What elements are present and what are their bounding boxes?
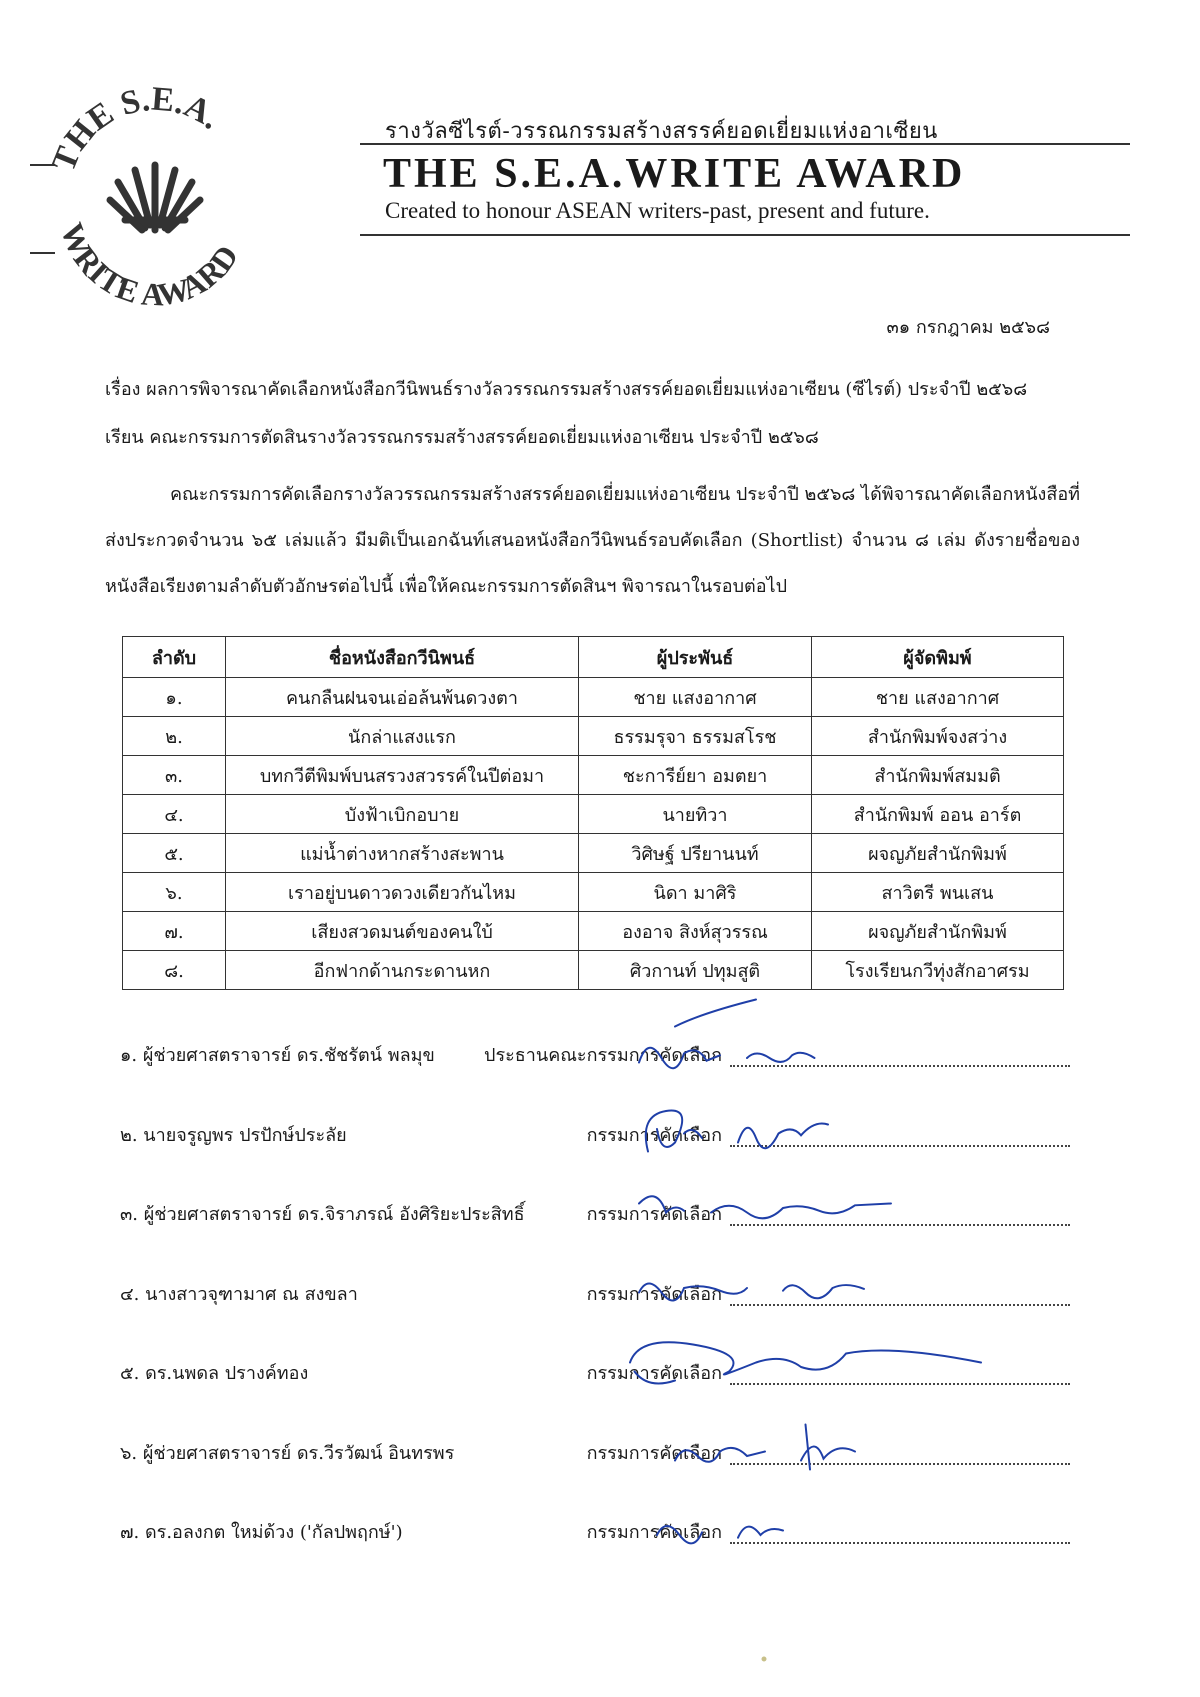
- svg-text:WRITE AWARD: WRITE AWARD: [53, 218, 246, 313]
- table-header-row: [123, 637, 1064, 678]
- table-row: [123, 717, 1064, 756]
- table-row: [123, 834, 1064, 873]
- row-order: ๘.: [123, 951, 226, 990]
- table-row: [123, 678, 1064, 717]
- row-title: แม่น้ำต่างหากสร้างสะพาน: [226, 834, 579, 873]
- table-row: [123, 795, 1064, 834]
- col-publisher: ผู้จัดพิมพ์: [812, 637, 1064, 678]
- row-title: เราอยู่บนดาวดวงเดียวกันไหม: [226, 873, 579, 912]
- signatory-role: กรรมการคัดเลือก: [586, 1284, 722, 1305]
- svg-text:THE S.E.A.: THE S.E.A.: [45, 80, 228, 177]
- col-order: ลำดับ: [123, 637, 226, 678]
- row-order: ๖.: [123, 873, 226, 912]
- shortlist-table: [122, 636, 1064, 990]
- row-publisher: สำนักพิมพ์ ออน อาร์ต: [812, 795, 1064, 834]
- thai-award-title: รางวัลซีไรต์-วรรณกรรมสร้างสรรค์ยอดเยี่ยมแห่งอาเซียน: [385, 119, 938, 144]
- award-title: THE S.E.A.WRITE AWARD: [383, 151, 966, 197]
- signatory-role: ประธานคณะกรรมการคัดเลือก: [484, 1045, 722, 1066]
- row-title: บังฟ้าเบิกอบาย: [226, 795, 579, 834]
- row-author: ชาย แสงอากาศ: [579, 678, 812, 717]
- row-author: องอาจ สิงห์สุวรรณ: [579, 912, 812, 951]
- handwritten-signature: [600, 1154, 1020, 1244]
- handwritten-signature: [600, 1393, 1020, 1483]
- row-title: นักล่าแสงแรก: [226, 717, 579, 756]
- addressee-line: เรียน คณะกรรมการตัดสินรางวัลวรรณกรรมสร้างสรรค์ยอดเยี่ยมแห่งอาเซียน ประจำปี ๒๕๖๘: [105, 427, 819, 448]
- row-publisher: สำนักพิมพ์จงสว่าง: [812, 717, 1064, 756]
- header-rule-bottom: [360, 234, 1130, 236]
- signature-stroke: [639, 1196, 891, 1218]
- signatory-role: กรรมการคัดเลือก: [586, 1522, 722, 1543]
- row-author: ศิวกานท์ ปทุมสูติ: [579, 951, 812, 990]
- row-title: อีกฟากด้านกระดานหก: [226, 951, 579, 990]
- col-author: ผู้ประพันธ์: [579, 637, 812, 678]
- signatory-name: ๔. นางสาวจุฑามาศ ณ สงขลา: [120, 1284, 358, 1305]
- signatory-name: ๒. นายจรูญพร ปรปักษ์ประลัย: [120, 1125, 347, 1146]
- award-subtitle: Created to honour ASEAN writers-past, present and future.: [385, 198, 930, 223]
- col-title: ชื่อหนังสือกวีนิพนธ์: [226, 637, 579, 678]
- signatory-role: กรรมการคัดเลือก: [586, 1443, 722, 1464]
- signature-stroke: [630, 1342, 981, 1383]
- signatory-role: กรรมการคัดเลือก: [586, 1363, 722, 1384]
- body-text: คณะกรรมการคัดเลือกรางวัลวรรณกรรมสร้างสรรค์ยอดเยี่ยมแห่งอาเซียน ประจำปี ๒๕๖๘ ได้พิจารณาคัดเลือกหนังสือที่ส่งประกวดจำนวน ๖๕ เล่มแล้ว มีมติเป็นเอกฉันท์เสนอหนังสือกวีนิพนธ์รอบคัดเลือก (Shortlist) จำนวน ๘ เล่ม ดังรายชื่อของหนังสือเรียงตามลำดับตัวอักษรต่อไปนี้ เพื่อให้คณะกรรมการตัดสินฯ พิจารณาในรอบต่อไป: [105, 484, 1081, 597]
- row-order: ๓.: [123, 756, 226, 795]
- signatory-name: ๖. ผู้ช่วยศาสตราจารย์ ดร.วีรวัฒน์ อินทรพร: [120, 1443, 455, 1464]
- table-row: [123, 756, 1064, 795]
- handwritten-signature: [600, 995, 1020, 1085]
- row-order: ๔.: [123, 795, 226, 834]
- signature-stroke: [639, 1000, 815, 1069]
- signatory-role: กรรมการคัดเลือก: [586, 1125, 722, 1146]
- row-author: ธรรมรุจา ธรรมสโรช: [579, 717, 812, 756]
- table-row: [123, 912, 1064, 951]
- signatory-name: ๕. ดร.นพดล ปรางค์ทอง: [120, 1363, 309, 1384]
- handwritten-signature: [600, 1075, 1020, 1165]
- row-author: ชะการีย์ยา อมตยา: [579, 756, 812, 795]
- signature-stroke: [657, 1526, 783, 1543]
- row-publisher: โรงเรียนกวีทุ่งสักอาศรม: [812, 951, 1064, 990]
- row-author: นายทิวา: [579, 795, 812, 834]
- row-publisher: ชาย แสงอากาศ: [812, 678, 1064, 717]
- row-title: เสียงสวดมนต์ของคนใบ้: [226, 912, 579, 951]
- row-author: นิดา มาศิริ: [579, 873, 812, 912]
- row-publisher: สาวิตรี พนเสน: [812, 873, 1064, 912]
- table-row: [123, 951, 1064, 990]
- handwritten-signature: [600, 1234, 1020, 1324]
- subject-line: เรื่อง ผลการพิจารณาคัดเลือกหนังสือกวีนิพนธ์รางวัลวรรณกรรมสร้างสรรค์ยอดเยี่ยมแห่งอาเซียน (ซีไรต์) ประจำปี ๒๕๖๘: [105, 379, 1028, 400]
- signature-stroke: [646, 1111, 828, 1152]
- signatory-name: ๑. ผู้ช่วยศาสตราจารย์ ดร.ชัชรัตน์ พลมุข: [120, 1045, 435, 1066]
- signatory-name: ๗. ดร.อลงกต ใหม่ด้วง ('กัลปพฤกษ์'): [120, 1522, 403, 1543]
- sea-write-award-logo: [30, 70, 280, 320]
- document-date: ๓๑ กรกฎาคม ๒๕๖๘: [886, 317, 1050, 338]
- page-mark: [760, 1655, 768, 1663]
- row-title: คนกลืนฝนจนเอ่อล้นพ้นดวงตา: [226, 678, 579, 717]
- row-publisher: ผจญภัยสำนักพิมพ์: [812, 912, 1064, 951]
- row-order: ๑.: [123, 678, 226, 717]
- row-publisher: ผจญภัยสำนักพิมพ์: [812, 834, 1064, 873]
- handwritten-signature: [600, 1472, 1020, 1562]
- row-title: บทกวีตีพิมพ์บนสรวงสวรรค์ในปีต่อมา: [226, 756, 579, 795]
- row-order: ๗.: [123, 912, 226, 951]
- signatory-name: ๓. ผู้ช่วยศาสตราจารย์ ดร.จิราภรณ์ อังศิริยะประสิทธิ์: [120, 1204, 525, 1225]
- row-order: ๕.: [123, 834, 226, 873]
- signature-stroke: [675, 1425, 855, 1470]
- handwritten-signature: [600, 1313, 1020, 1403]
- row-author: วิศิษฐ์ ปรียานนท์: [579, 834, 812, 873]
- signatory-role: กรรมการคัดเลือก: [586, 1204, 722, 1225]
- table-row: [123, 873, 1064, 912]
- signature-stroke: [639, 1284, 864, 1301]
- row-order: ๒.: [123, 717, 226, 756]
- body-paragraph: [105, 472, 1080, 610]
- row-publisher: สำนักพิมพ์สมมติ: [812, 756, 1064, 795]
